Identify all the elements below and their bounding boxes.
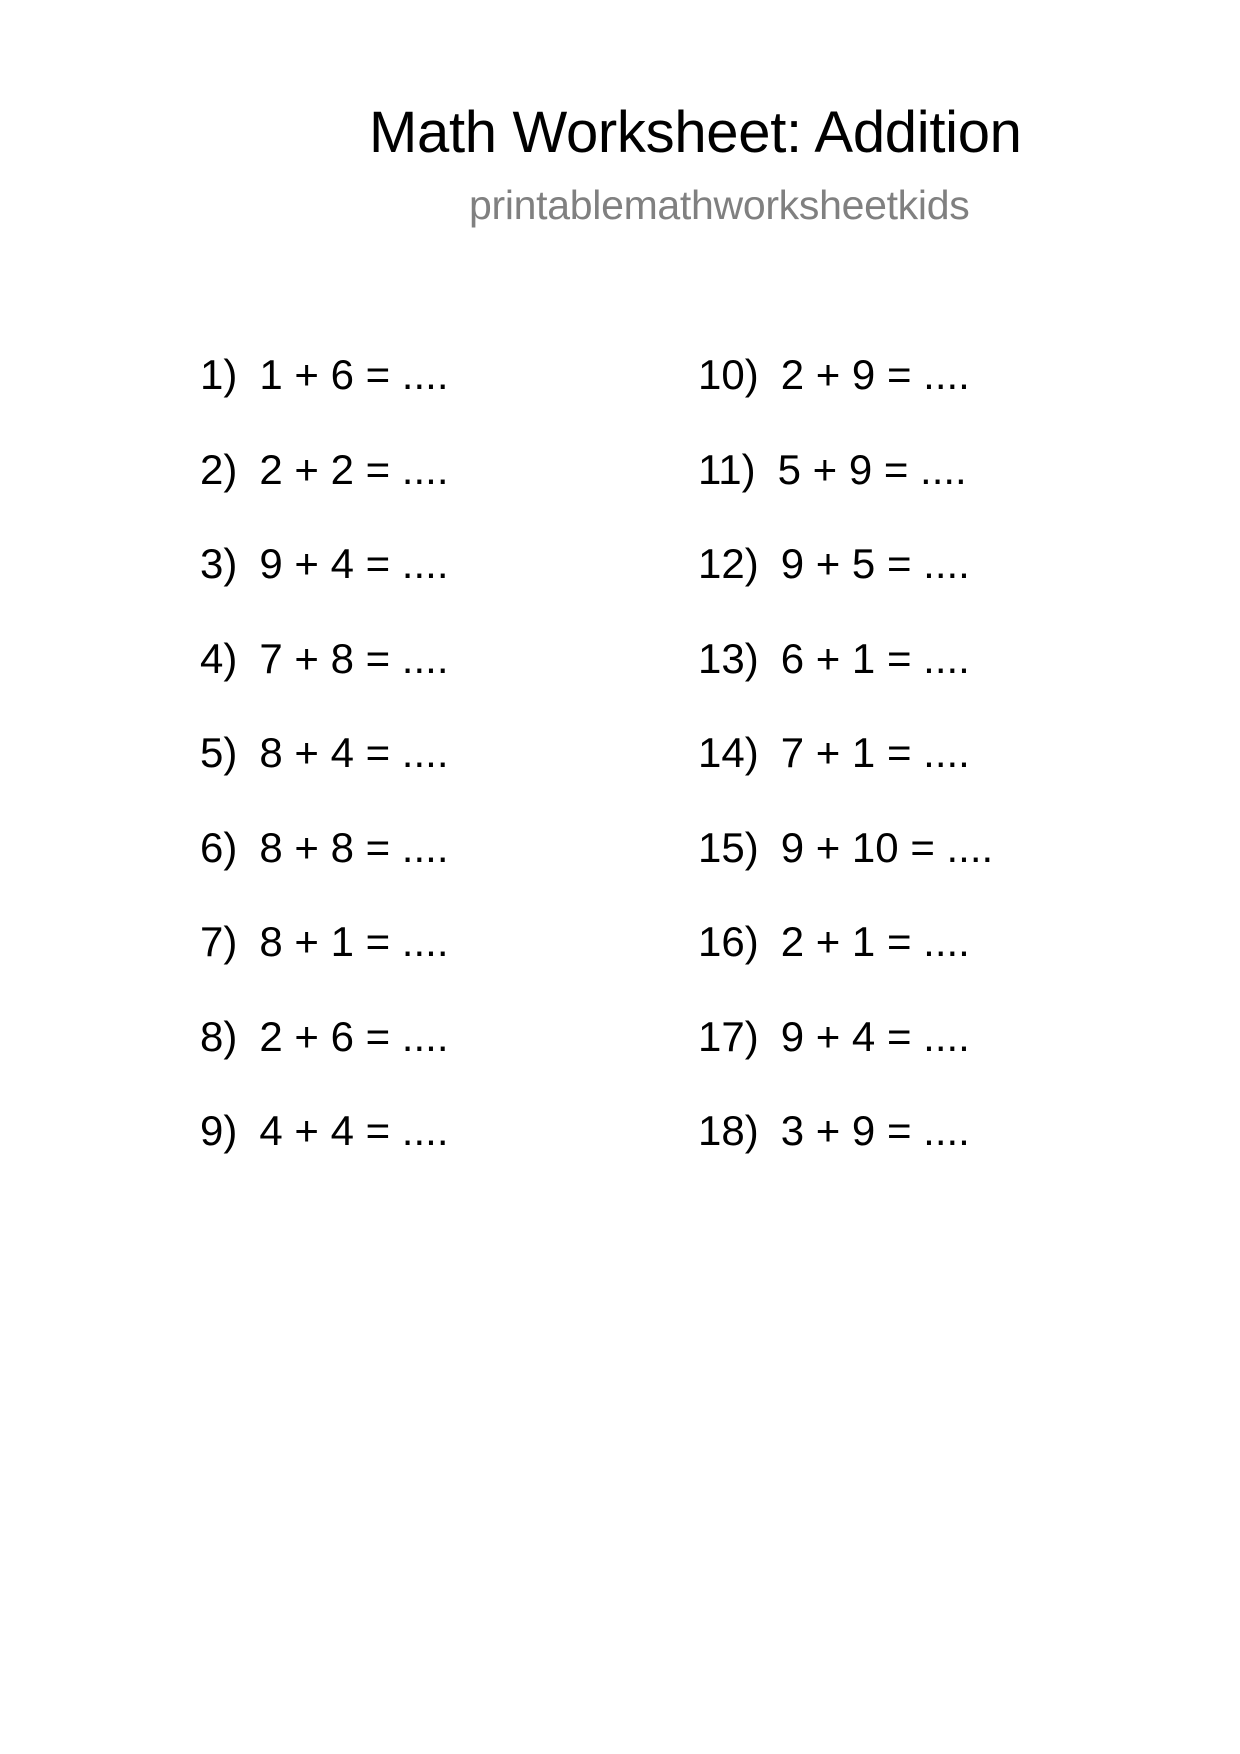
- problem-item: [698, 823, 993, 918]
- problem-expression: 9 + 10 = ....: [780, 823, 994, 871]
- problem-expression: 5 + 9 = ....: [777, 445, 967, 493]
- problem-item: [698, 917, 993, 1012]
- problem-expression: 1 + 6 = ....: [259, 351, 449, 398]
- problem-expression: 7 + 8 = ....: [259, 634, 449, 682]
- problem-item: [200, 823, 448, 918]
- problem-item: [200, 1106, 448, 1201]
- problem-expression: 7 + 1 = ....: [780, 729, 970, 776]
- problem-item: [698, 539, 993, 634]
- problem-number: 16): [698, 918, 759, 965]
- problem-item: [200, 350, 448, 445]
- problem-item: [200, 917, 448, 1012]
- problem-number: 14): [698, 729, 759, 776]
- problem-expression: 4 + 4 = ....: [259, 1107, 449, 1154]
- problem-item: [200, 539, 448, 634]
- problem-expression: 2 + 1 = ....: [780, 918, 970, 965]
- problem-item: [698, 1106, 993, 1201]
- problem-number: 13): [698, 634, 759, 682]
- problem-expression: 8 + 4 = ....: [259, 729, 449, 776]
- problem-item: [200, 1012, 448, 1107]
- problem-column-right: [698, 350, 993, 1201]
- problem-number: 15): [698, 823, 759, 871]
- problem-expression: 2 + 2 = ....: [259, 445, 449, 493]
- problem-number: 4): [200, 634, 238, 682]
- problem-number: 17): [698, 1012, 759, 1060]
- problem-item: [698, 445, 993, 540]
- problem-expression: 8 + 8 = ....: [259, 823, 449, 871]
- problem-expression: 2 + 6 = ....: [259, 1012, 449, 1060]
- problem-column-left: [200, 350, 448, 1201]
- problem-number: 6): [200, 823, 238, 871]
- problem-number: 18): [698, 1107, 759, 1154]
- problem-item: [698, 1012, 993, 1107]
- problem-item: [698, 728, 993, 823]
- problem-expression: 8 + 1 = ....: [259, 918, 449, 965]
- problem-item: [200, 634, 448, 729]
- problem-number: 11): [698, 445, 756, 493]
- problem-expression: 9 + 5 = ....: [780, 540, 970, 587]
- page-subtitle: printablemathworksheetkids: [469, 182, 970, 228]
- problem-expression: 9 + 4 = ....: [780, 1012, 970, 1060]
- problem-number: 2): [200, 445, 238, 493]
- problem-item: [698, 634, 993, 729]
- problem-expression: 9 + 4 = ....: [259, 540, 449, 587]
- problem-number: 5): [200, 729, 238, 776]
- problem-number: 10): [698, 351, 759, 398]
- problem-item: [698, 350, 993, 445]
- problem-expression: 2 + 9 = ....: [780, 351, 970, 398]
- problem-number: 7): [200, 918, 238, 965]
- problem-number: 9): [200, 1107, 238, 1154]
- problem-number: 8): [200, 1012, 238, 1060]
- problem-expression: 3 + 9 = ....: [780, 1107, 970, 1154]
- problem-number: 3): [200, 540, 238, 587]
- problem-item: [200, 728, 448, 823]
- problem-expression: 6 + 1 = ....: [780, 634, 970, 682]
- problem-item: [200, 445, 448, 540]
- page-title: Math Worksheet: Addition: [369, 100, 1022, 165]
- problem-number: 1): [200, 351, 238, 398]
- problem-number: 12): [698, 540, 759, 587]
